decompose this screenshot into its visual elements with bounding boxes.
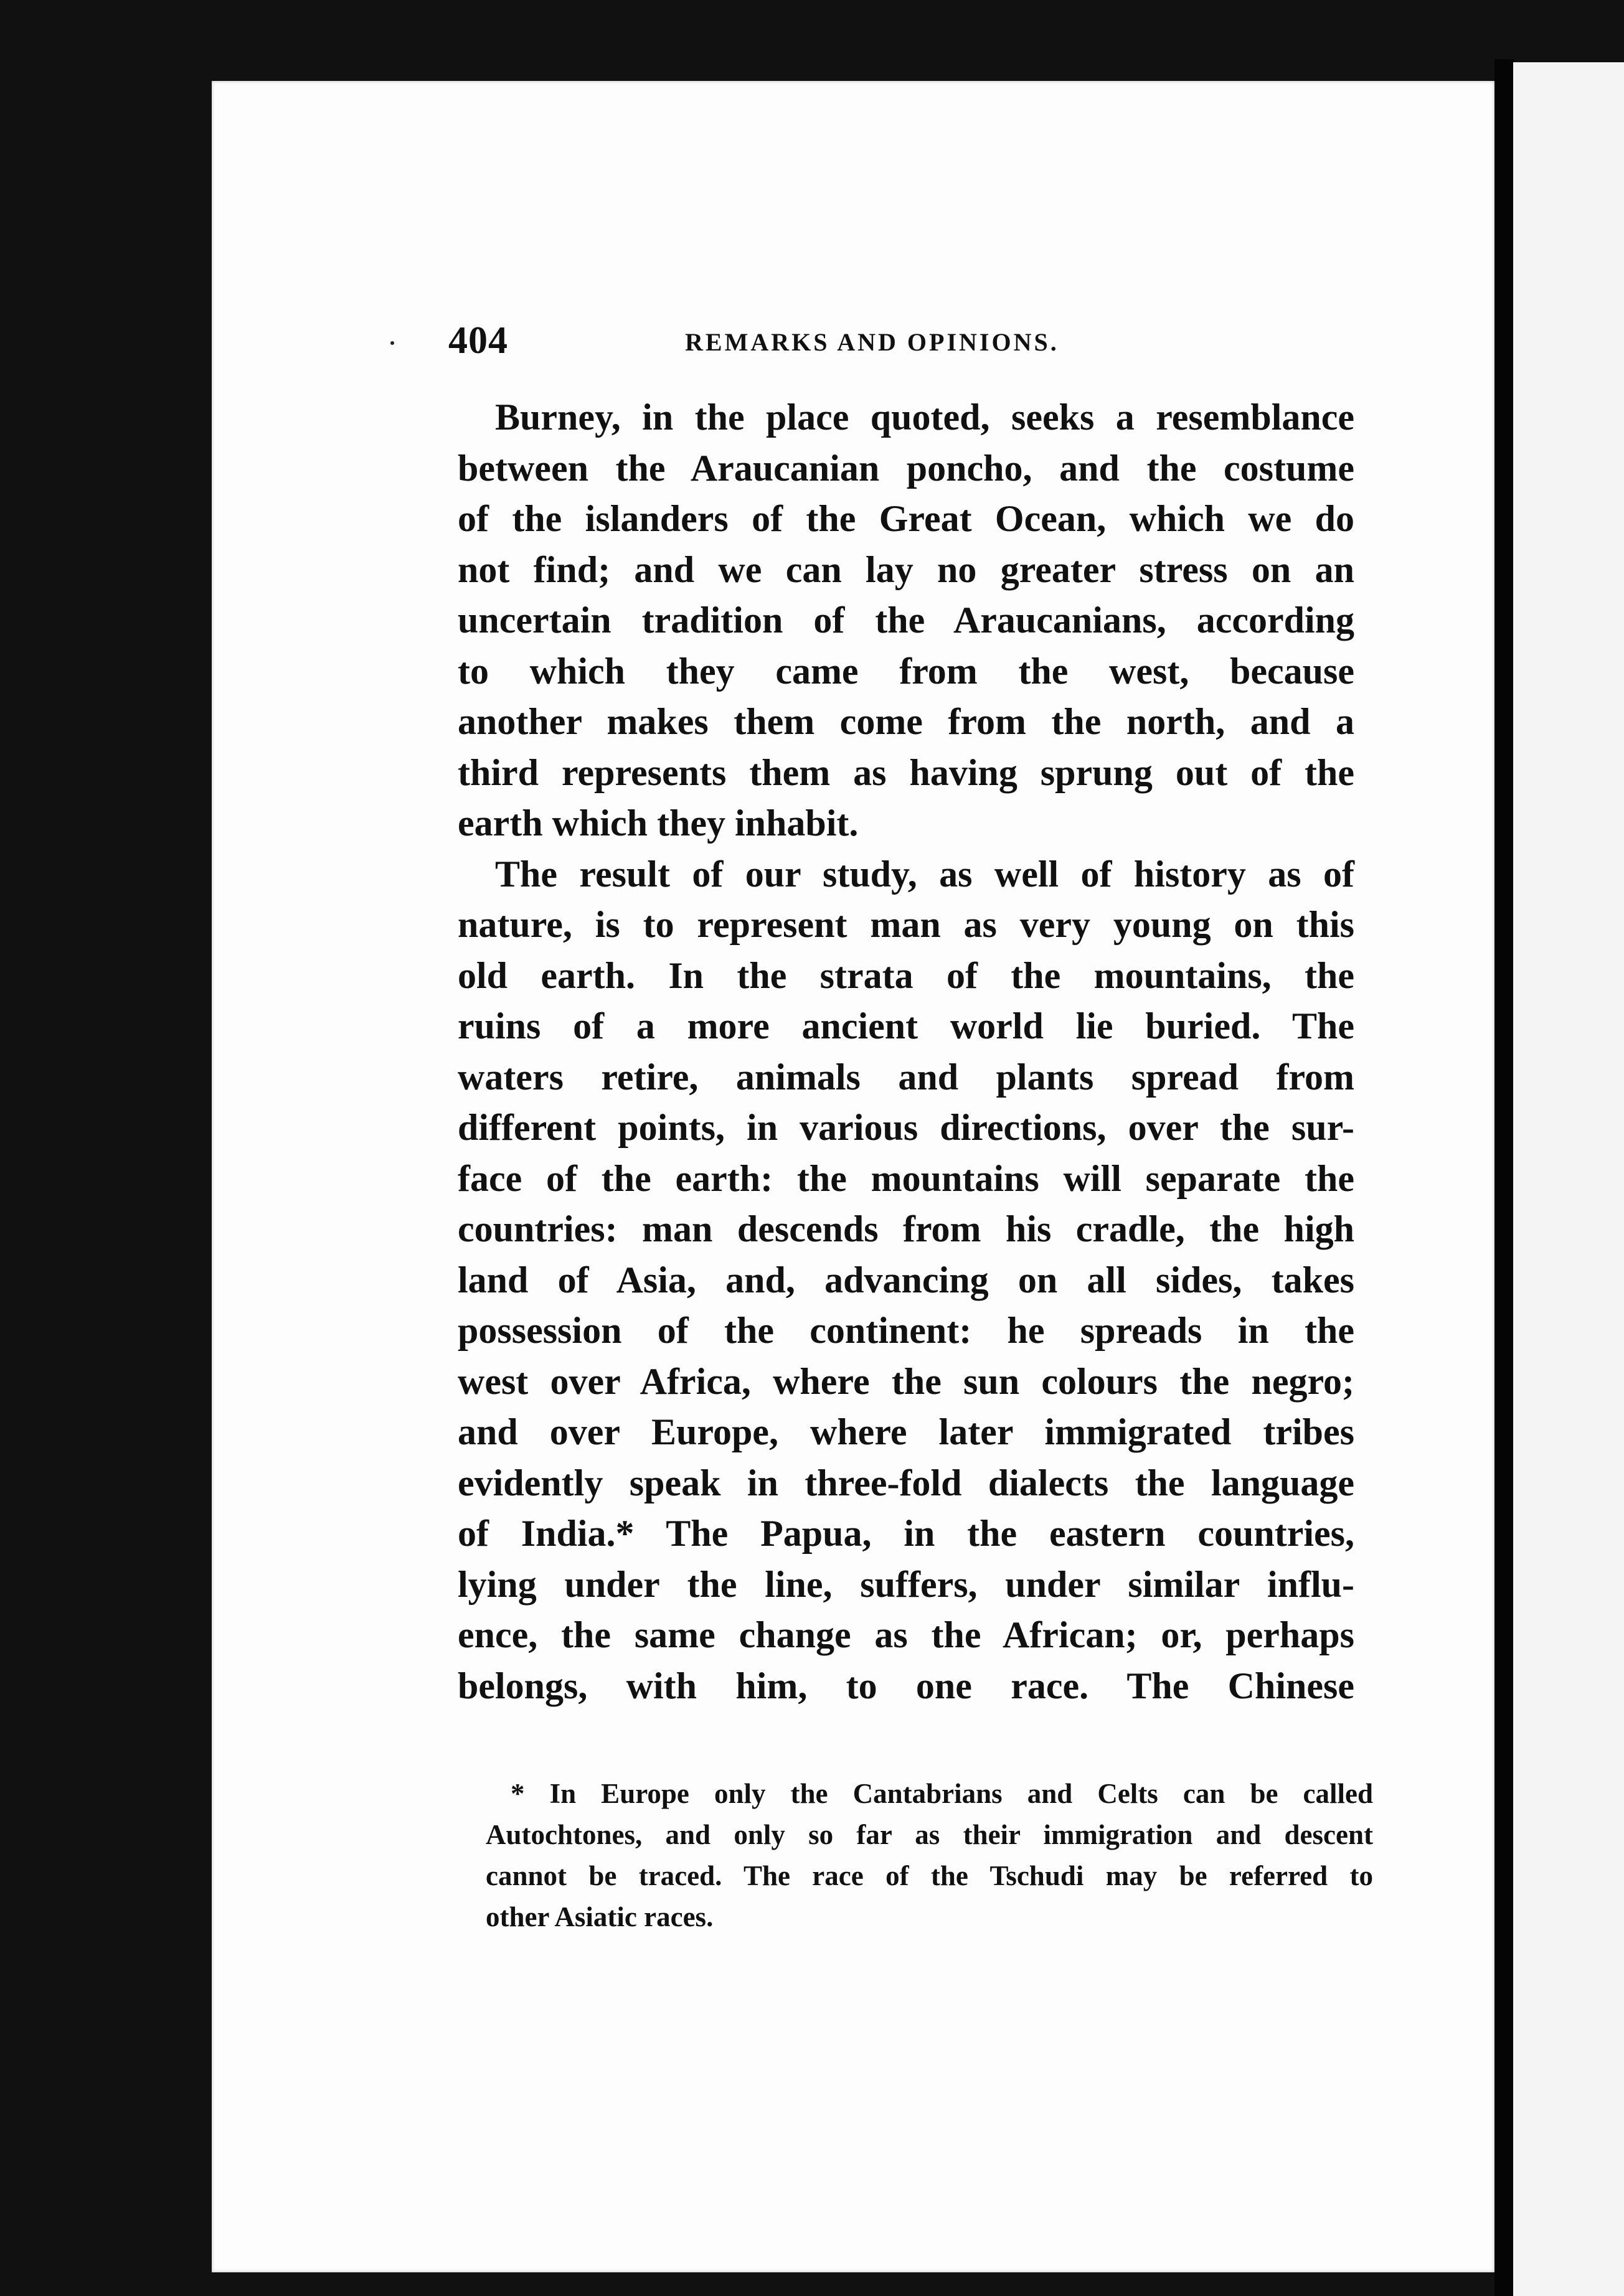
body-text — [458, 392, 1354, 1711]
footnote-line: Autochtones, and only so far as their immigration and descent — [486, 1819, 1373, 1850]
text-line: Burney, in the place quoted, seeks a resemblance — [495, 397, 1354, 438]
facing-page-edge — [1494, 59, 1514, 2296]
footnote-line: other Asiatic races. — [486, 1901, 714, 1932]
text-line: another makes them come from the north, and a — [458, 701, 1354, 742]
text-line: ruins of a more ancient world lie buried. The — [458, 1005, 1354, 1047]
margin-mark — [390, 341, 394, 345]
text-line: old earth. In the strata of the mountains, the — [458, 954, 1354, 996]
text-line: and over Europe, where later immigrated tribes — [458, 1411, 1354, 1452]
footnote-line: * In Europe only the Cantabrians and Celts can be called — [511, 1778, 1373, 1809]
text-line: nature, is to represent man as very young on this — [458, 904, 1354, 945]
text-line: face of the earth: the mountains will separate the — [458, 1157, 1354, 1199]
text-line: west over Africa, where the sun colours the negro; — [458, 1360, 1354, 1402]
text-line: waters retire, animals and plants spread from — [458, 1056, 1354, 1098]
page-header — [448, 319, 1164, 369]
text-line: different points, in various directions, over the sur- — [458, 1107, 1354, 1148]
facing-page — [1513, 62, 1624, 2296]
text-line: uncertain tradition of the Araucanians, according — [458, 600, 1354, 641]
text-line: land of Asia, and, advancing on all sides, takes — [458, 1259, 1354, 1301]
text-line: between the Araucanian poncho, and the costume — [458, 447, 1354, 489]
text-line: belongs, with him, to one race. The Chinese — [458, 1665, 1354, 1706]
text-line: possession of the continent: he spreads in the — [458, 1310, 1354, 1351]
text-line: of India.* The Papua, in the eastern countries, — [458, 1513, 1354, 1554]
text-line: of the islanders of the Great Ocean, which we do — [458, 498, 1354, 539]
text-line: third represents them as having sprung out of the — [458, 751, 1354, 793]
text-line: not find; and we can lay no greater stress on an — [458, 548, 1354, 590]
text-line: The result of our study, as well of history as of — [495, 853, 1354, 895]
text-line: lying under the line, suffers, under similar influ- — [458, 1563, 1354, 1605]
footnote-line: cannot be traced. The race of the Tschudi may be referred to — [486, 1860, 1373, 1891]
text-line: evidently speak in three-fold dialects the language — [458, 1462, 1354, 1503]
text-line: earth which they inhabit. — [458, 802, 859, 844]
page-number: 404 — [448, 319, 508, 362]
text-line: ence, the same change as the African; or, perhaps — [458, 1614, 1354, 1655]
text-line: countries: man descends from his cradle, the high — [458, 1208, 1354, 1249]
running-head: REMARKS AND OPINIONS. — [685, 328, 1059, 356]
footnote — [486, 1773, 1373, 1937]
text-line: to which they came from the west, because — [458, 650, 1354, 692]
